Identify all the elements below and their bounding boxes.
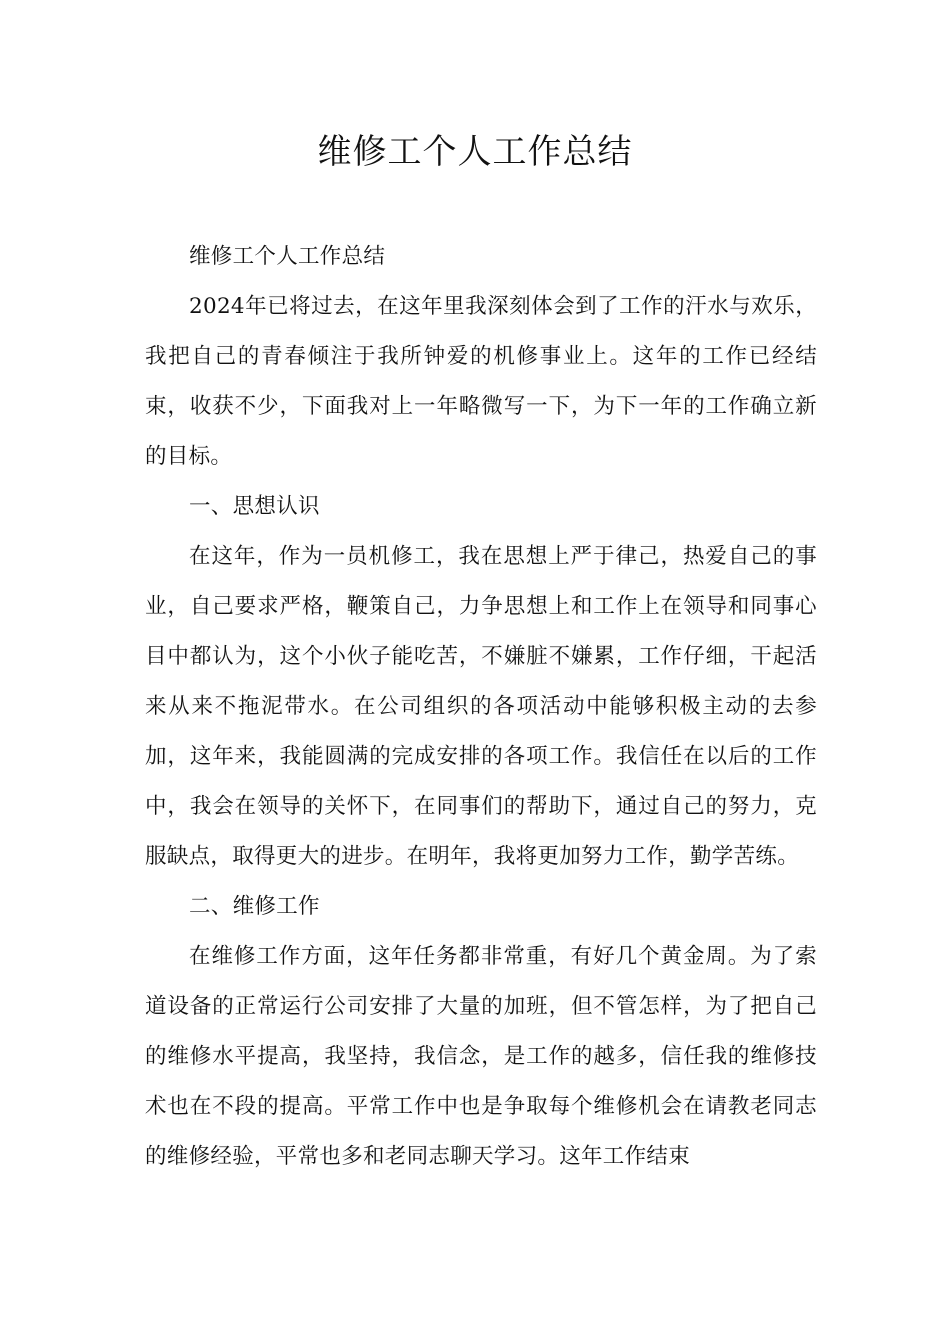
paragraph-thinking: 在这年，作为一员机修工，我在思想上严于律己，热爱自己的事业，自己要求严格，鞭策自己，力争思想上和工作上在领导和同事心目中都认为，这个小伙子能吃苦，不嫌脏不嫌累，工作仔细，干起活来从来不拖泥带水。在公司组织的各项活动中能够积极主动的去参加，这年来，我能圆满的完成安排的各项工作。我信任在以后的工作中，我会在领导的关怀下，在同事们的帮助下，通过自己的努力，克服缺点，取得更大的进步。在明年，我将更加努力工作，勤学苦练。 <box>145 544 817 869</box>
document-title: 维修工个人工作总结 <box>317 132 633 172</box>
paragraph-intro: 2024年已将过去，在这年里我深刻体会到了工作的汗水与欢乐，我把自己的青春倾注于我所钟爱的机修事业上。这年的工作已经结束，收获不少，下面我对上一年略微写一下，为下一年的工作确立新的目标。 <box>145 294 817 469</box>
section-heading-maintenance: 二、维修工作 <box>189 894 320 919</box>
paragraph-maintenance: 在维修工作方面，这年任务都非常重，有好几个黄金周。为了索道设备的正常运行公司安排了大量的加班，但不管怎样，为了把自己的维修水平提高，我坚持，我信念，是工作的越多，信任我的维修技术也在不段的提高。平常工作中也是争取每个维修机会在请教老同志的维修经验，平常也多和老同志聊天学习。这年工作结束 <box>145 944 817 1169</box>
section-heading-thinking: 一、思想认识 <box>189 494 320 519</box>
document-body <box>145 232 817 1182</box>
paragraph-subtitle: 维修工个人工作总结 <box>189 244 386 269</box>
